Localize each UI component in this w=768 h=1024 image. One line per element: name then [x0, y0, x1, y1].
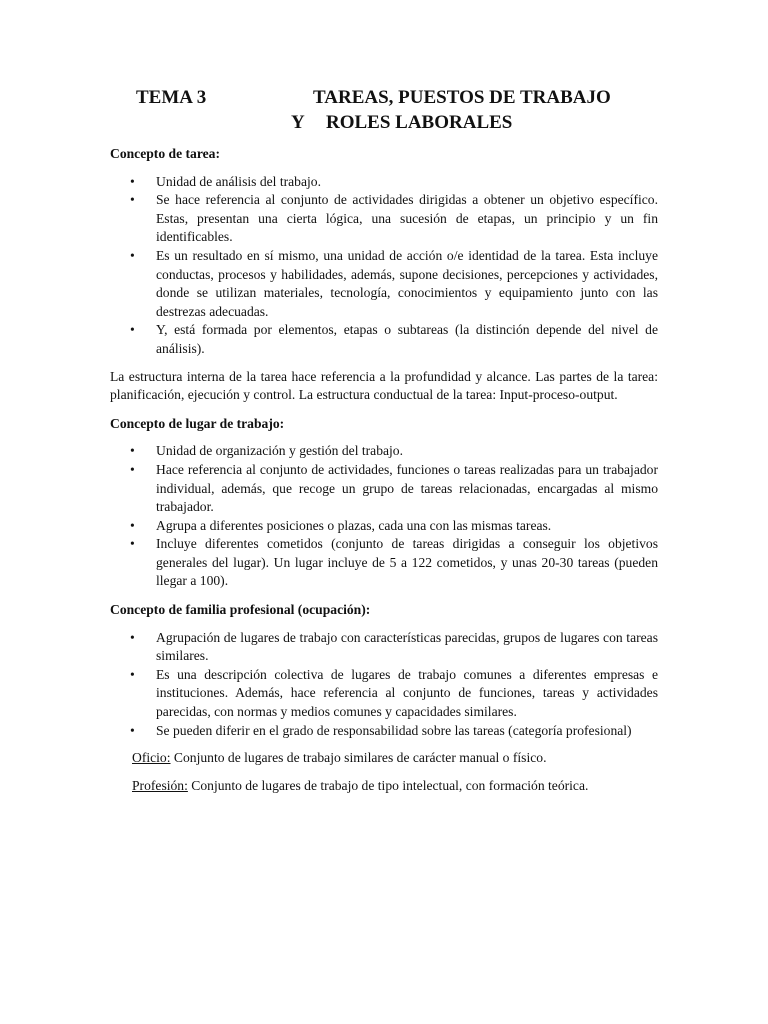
definition-term: Oficio:	[132, 750, 171, 766]
definition-text: Conjunto de lugares de trabajo similares de carácter manual o físico.	[170, 750, 547, 766]
list-item-text: Unidad de organización y gestión del trabajo.	[156, 443, 404, 459]
definition-profesion	[132, 777, 658, 796]
bullet-list-tarea	[110, 173, 658, 359]
list-item-text: Se hace referencia al conjunto de actividades dirigidas a obtener un objetivo específico. Estas, presentan una cierta lógica, una sucesión de etapas, un principio y un fin identificables.	[156, 192, 658, 245]
title-line-2	[110, 111, 658, 135]
document-title-continued: ROLES LABORALES	[326, 112, 513, 133]
list-item	[110, 517, 658, 536]
list-item	[110, 461, 658, 517]
bullet-list-familia	[110, 629, 658, 741]
heading-concepto-tarea: Concepto de tarea:	[110, 146, 220, 161]
list-item-text: Agrupación de lugares de trabajo con características parecidas, grupos de lugares con tareas similares.	[156, 629, 658, 664]
bullet-icon: •	[130, 192, 135, 208]
list-item	[110, 722, 658, 741]
list-item-text: Incluye diferentes cometidos (conjunto de tareas dirigidas a conseguir los objetivos generales del lugar). Un lugar incluye de 5 a 122 cometidos, y unas 20-30 tareas (pueden llegar a 100).	[156, 536, 658, 589]
heading-concepto-familia: Concepto de familia profesional (ocupación):	[110, 602, 371, 618]
bullet-icon: •	[130, 722, 135, 738]
list-item	[110, 442, 658, 461]
definition-oficio	[132, 749, 658, 768]
list-item-text: Es una descripción colectiva de lugares de trabajo comunes a diferentes empresas e instituciones. Además, hace referencia al conjunto de funciones, tareas y actividades parecidas, con normas y medios comunes y capacidades similares.	[156, 666, 658, 720]
list-item	[110, 535, 658, 591]
list-item	[110, 173, 658, 192]
list-item	[110, 629, 658, 666]
list-item-text: Se pueden diferir en el grado de responsabilidad sobre las tareas (categoría profesional)	[156, 722, 632, 738]
bullet-icon: •	[130, 461, 135, 477]
list-item	[110, 191, 658, 247]
list-item	[110, 247, 658, 321]
list-item-text: Agrupa a diferentes posiciones o plazas, cada una con las mismas tareas.	[156, 517, 552, 533]
document-page	[110, 86, 658, 795]
bullet-icon: •	[130, 517, 135, 533]
bullet-icon: •	[130, 666, 135, 682]
list-item-text: Y, está formada por elementos, etapas o subtareas (la distinción depende del nivel de análisis).	[156, 322, 658, 356]
title-conjunction: Y	[291, 112, 305, 133]
bullet-icon: •	[130, 322, 135, 338]
definition-text: Conjunto de lugares de trabajo de tipo intelectual, con formación teórica.	[187, 777, 589, 793]
list-item-text: Hace referencia al conjunto de actividades, funciones o tareas realizadas para un trabajador individual, además, que recoge un grupo de tareas relacionadas, encargadas al mismo trabajador.	[156, 461, 658, 515]
bullet-icon: •	[130, 536, 135, 552]
bullet-icon: •	[130, 247, 135, 263]
bullet-icon: •	[130, 629, 135, 645]
topic-number: TEMA 3	[136, 87, 207, 108]
list-item-text: Es un resultado en sí mismo, una unidad de acción o/e identidad de la tarea. Esta incluye conductas, procesos y habilidades, además, supone decisiones, percepciones y actividades, donde se utilizan materiales, tecnología, conocimientos y equipamiento junto con las destrezas adecuadas.	[156, 247, 658, 319]
title-line-1	[110, 86, 658, 110]
bullet-icon: •	[130, 173, 135, 189]
bullet-icon: •	[130, 443, 135, 459]
heading-concepto-lugar: Concepto de lugar de trabajo:	[110, 415, 285, 431]
definition-term: Profesión:	[132, 777, 188, 793]
bullet-list-lugar	[110, 442, 658, 591]
document-title: TAREAS, PUESTOS DE TRABAJO	[313, 87, 611, 108]
list-item	[110, 666, 658, 722]
paragraph-estructura: La estructura interna de la tarea hace referencia a la profundidad y alcance. Las partes de la tarea: planificación, ejecución y control. La estructura conductual de la tarea: Input-proceso-output.	[110, 368, 658, 403]
list-item-text: Unidad de análisis del trabajo.	[156, 173, 321, 189]
list-item	[110, 321, 658, 358]
